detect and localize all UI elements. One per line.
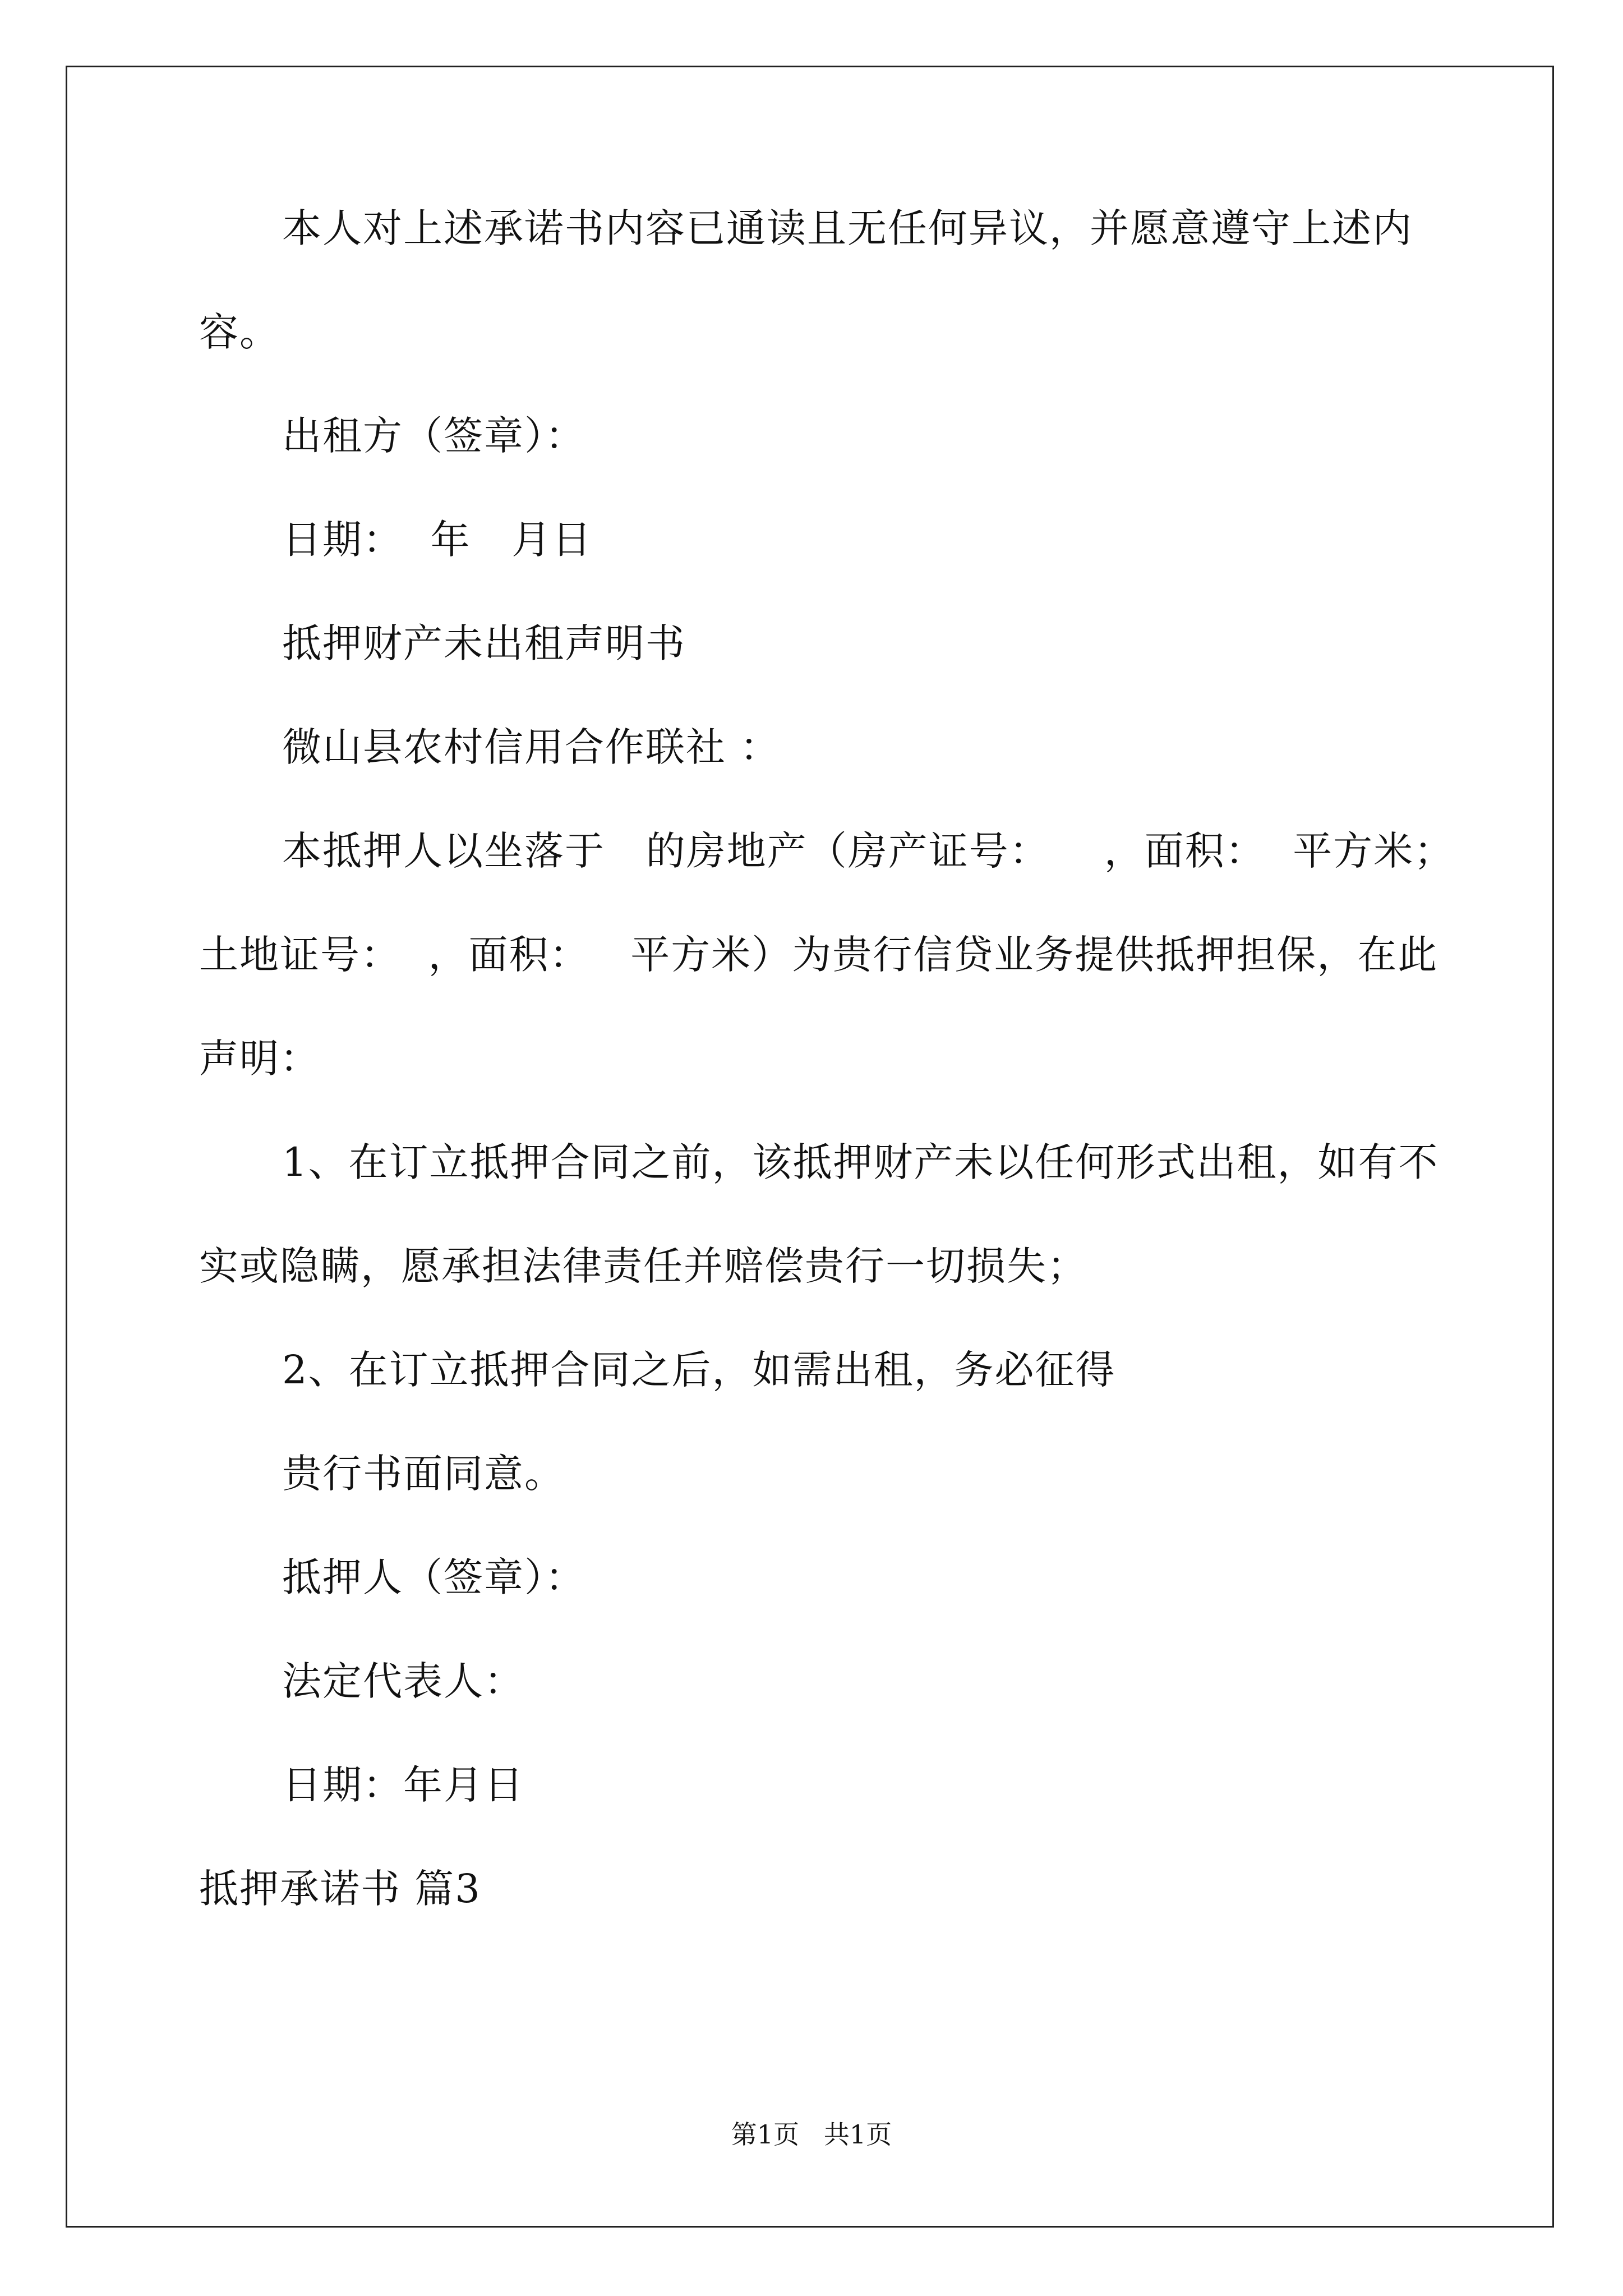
- paragraph-line: 实或隐瞒，愿承担法律责任并赔偿贵行一切损失；: [199, 1243, 1087, 1289]
- paragraph-line: 抵押人（签章）：: [282, 1554, 585, 1600]
- paragraph-line: 本抵押人以坐落于 的房地产（房产证号： ，面积： 平方米；: [282, 828, 1455, 874]
- section-heading: 抵押承诺书 篇3: [199, 1866, 481, 1912]
- paragraph-line: 日期： 年 月日: [282, 517, 593, 563]
- paragraph-line: 法定代表人：: [282, 1658, 524, 1704]
- paragraph-line: 声明：: [199, 1036, 320, 1082]
- paragraph-line: 1、在订立抵押合同之前，该抵押财产未以任何形式出租，如有不: [282, 1139, 1439, 1185]
- paragraph-line: 本人对上述承诺书内容已通读且无任何异议，并愿意遵守上述内: [282, 205, 1413, 251]
- paragraph-line: 2、在订立抵押合同之后，如需出租，务必征得: [282, 1347, 1116, 1393]
- paragraph-line: 出租方（签章）：: [282, 413, 585, 459]
- paragraph-line: 容。: [199, 309, 280, 355]
- paragraph-line: 日期：年月日: [282, 1762, 524, 1808]
- paragraph-line: 土地证号： ，面积： 平方米）为贵行信贷业务提供抵押担保，在此: [199, 932, 1438, 978]
- document-body: [199, 202, 1455, 1966]
- section-heading: 抵押财产未出租声明书: [282, 620, 686, 666]
- paragraph-line: 微山县农村信用合作联社 ：: [282, 724, 781, 770]
- paragraph-line: 贵行书面同意。: [282, 1451, 565, 1497]
- page-number-footer: 第1页 共1页: [731, 2119, 892, 2150]
